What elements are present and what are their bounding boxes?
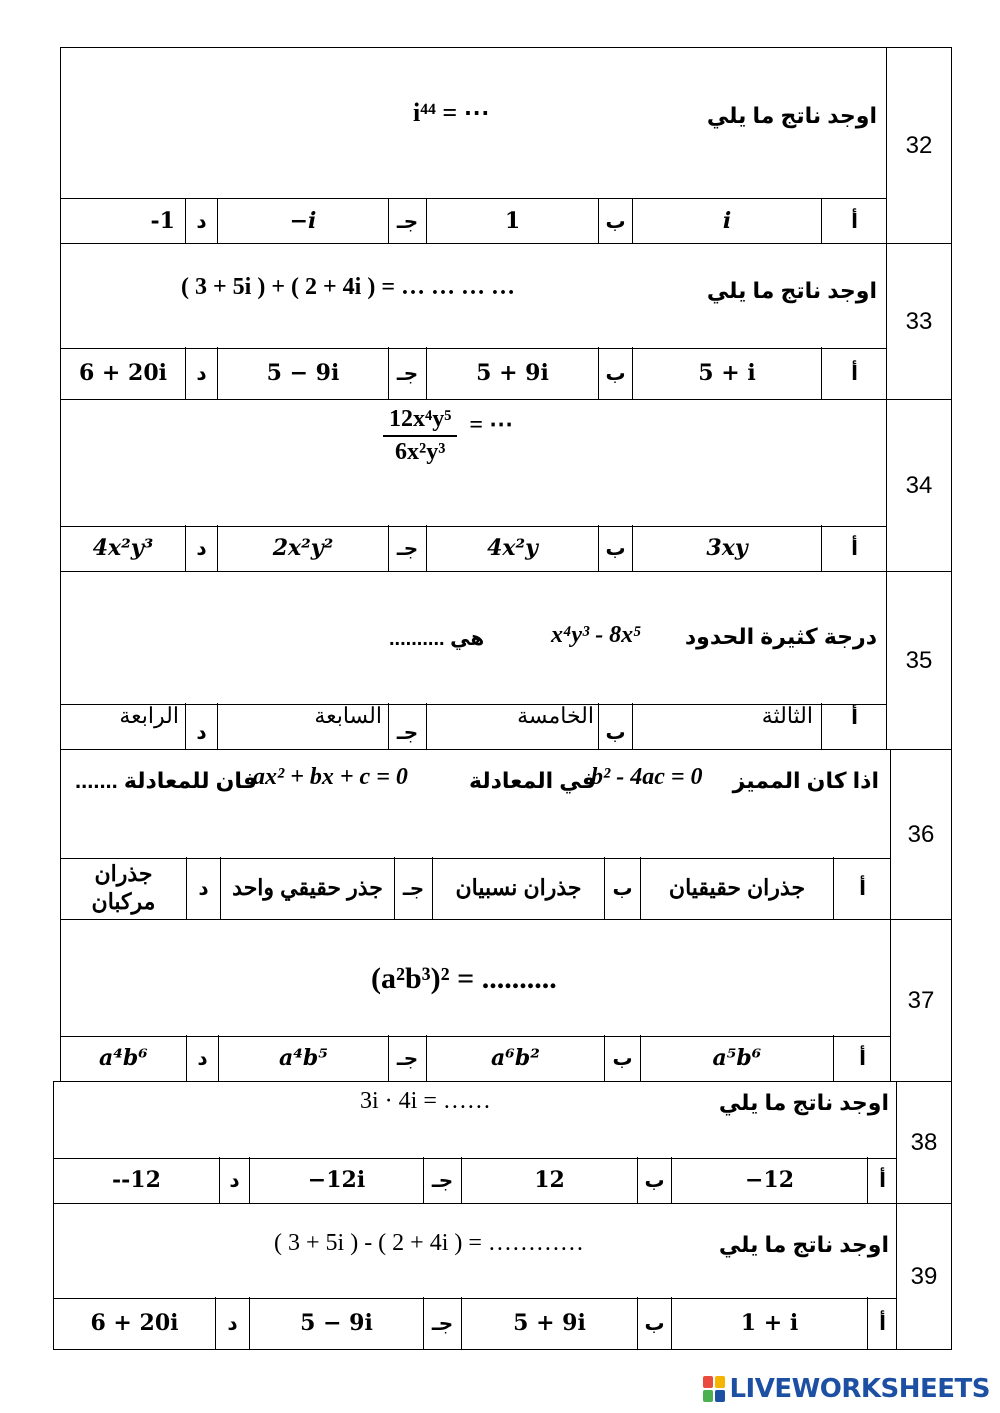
question-prompt: اوجد ناتج ما يلي bbox=[718, 1090, 889, 1115]
option-b[interactable]: a⁶b² bbox=[426, 1035, 604, 1081]
option-a[interactable]: جذران حقيقيان bbox=[640, 857, 833, 919]
question-34 bbox=[60, 399, 952, 572]
question-prompt: اوجد ناتج ما يلي bbox=[706, 278, 877, 303]
question-32 bbox=[60, 47, 952, 244]
option-c[interactable]: 5 − 9i bbox=[217, 347, 388, 399]
question-prompt: اوجد ناتج ما يلي bbox=[718, 1232, 889, 1257]
question-prompt: اوجد ناتج ما يلي bbox=[706, 103, 877, 128]
option-b[interactable]: الخامسة bbox=[426, 703, 598, 749]
question-expression: x⁴y³ - 8x⁵ bbox=[551, 622, 642, 648]
option-letter-b: ب bbox=[604, 1035, 640, 1081]
options-row bbox=[61, 347, 887, 399]
options-row bbox=[61, 857, 891, 919]
option-b[interactable]: 12 bbox=[461, 1157, 637, 1203]
fraction bbox=[383, 406, 457, 466]
option-letter-c: جـ bbox=[388, 199, 426, 243]
option-c[interactable]: السابعة bbox=[217, 703, 388, 749]
question-37 bbox=[60, 919, 952, 1082]
fraction-numerator: 12x⁴y⁵ bbox=[383, 406, 457, 437]
options-row bbox=[61, 199, 887, 243]
discriminant-expression: b² - 4ac = 0 bbox=[591, 764, 703, 790]
option-letter-b: ب bbox=[598, 199, 632, 243]
question-stem bbox=[61, 400, 887, 527]
question-39 bbox=[53, 1203, 952, 1350]
question-number: 36 bbox=[890, 750, 951, 919]
option-a[interactable]: 5 + i bbox=[632, 347, 821, 399]
option-letter-d: د bbox=[215, 1297, 249, 1349]
option-letter-c: جـ bbox=[388, 703, 426, 749]
question-prompt: درجة كثيرة الحدود bbox=[684, 624, 877, 649]
option-letter-a: أ bbox=[833, 1035, 891, 1081]
question-number: 37 bbox=[890, 920, 951, 1081]
option-d[interactable]: 6 + 20i bbox=[78, 360, 168, 386]
option-d[interactable]: 4x²y³ bbox=[92, 535, 154, 561]
logo-text: LIVEWORKSHEETS bbox=[729, 1374, 990, 1404]
option-letter-d: د bbox=[185, 199, 217, 243]
option-letter-c: جـ bbox=[388, 1035, 426, 1081]
option-d[interactable]: جذران مركبان bbox=[91, 861, 156, 914]
question-number: 32 bbox=[886, 48, 951, 243]
option-letter-a: أ bbox=[833, 857, 891, 919]
liveworksheets-logo[interactable] bbox=[703, 1374, 990, 1404]
question-33 bbox=[60, 243, 952, 400]
option-letter-a: أ bbox=[821, 347, 887, 399]
option-letter-d: د bbox=[185, 525, 217, 571]
logo-square-blue bbox=[715, 1390, 725, 1402]
option-letter-a: أ bbox=[821, 525, 887, 571]
question-stem bbox=[54, 1204, 897, 1299]
option-letter-a: أ bbox=[821, 703, 887, 749]
question-number: 33 bbox=[886, 244, 951, 399]
question-stem bbox=[61, 48, 887, 199]
option-d[interactable]: --12 bbox=[112, 1167, 161, 1193]
question-expression: 3i · 4i = …… bbox=[360, 1088, 491, 1114]
option-letter-c: جـ bbox=[423, 1297, 461, 1349]
question-38 bbox=[53, 1081, 952, 1204]
question-expression: ( 3 + 5i ) + ( 2 + 4i ) = … … … … bbox=[181, 274, 516, 300]
option-d[interactable]: الرابعة bbox=[119, 703, 179, 728]
question-expression bbox=[383, 406, 513, 466]
option-c[interactable]: −12i bbox=[249, 1157, 423, 1203]
option-letter-b: ب bbox=[598, 347, 632, 399]
option-letter-b: ب bbox=[598, 525, 632, 571]
option-a[interactable]: 1 + i bbox=[671, 1297, 867, 1349]
option-letter-c: جـ bbox=[394, 857, 432, 919]
options-row bbox=[54, 1157, 897, 1203]
expression-tail: = ⋯ bbox=[469, 411, 514, 438]
logo-square-yellow bbox=[715, 1376, 725, 1388]
option-a[interactable]: 3xy bbox=[632, 525, 821, 571]
option-a[interactable]: i bbox=[632, 199, 821, 243]
option-letter-d: د bbox=[185, 703, 217, 749]
options-row bbox=[61, 1035, 891, 1081]
question-stem bbox=[54, 1082, 897, 1159]
option-d[interactable]: 6 + 20i bbox=[90, 1310, 179, 1336]
in-equation-label: في المعادلة bbox=[469, 768, 596, 793]
option-letter-d: د bbox=[186, 1035, 218, 1081]
option-d[interactable]: a⁴b⁶ bbox=[99, 1045, 148, 1071]
option-a[interactable]: −12 bbox=[671, 1157, 867, 1203]
options-row bbox=[54, 1297, 897, 1349]
option-letter-d: د bbox=[186, 857, 220, 919]
question-expression: (a²b³)² = .......... bbox=[371, 962, 557, 995]
option-c[interactable]: 2x²y² bbox=[217, 525, 388, 571]
option-c[interactable]: جذر حقيقي واحد bbox=[220, 857, 394, 919]
option-letter-b: ب bbox=[598, 703, 632, 749]
question-number: 39 bbox=[896, 1204, 951, 1349]
option-b[interactable]: 1 bbox=[426, 199, 598, 243]
question-stem bbox=[61, 920, 891, 1037]
options-row bbox=[61, 703, 887, 749]
fraction-denominator: 6x²y³ bbox=[395, 439, 446, 465]
option-letter-c: جـ bbox=[388, 347, 426, 399]
options-row bbox=[61, 525, 887, 571]
option-letter-b: ب bbox=[637, 1157, 671, 1203]
question-tail: هي .......... bbox=[389, 628, 485, 650]
option-letter-d: د bbox=[185, 347, 217, 399]
option-b[interactable]: 4x²y bbox=[426, 525, 598, 571]
option-letter-a: أ bbox=[867, 1157, 897, 1203]
logo-square-green bbox=[703, 1390, 713, 1402]
question-number: 38 bbox=[896, 1082, 951, 1203]
option-b[interactable]: 5 + 9i bbox=[426, 347, 598, 399]
option-a[interactable]: الثالثة bbox=[632, 703, 821, 749]
question-stem bbox=[61, 572, 887, 705]
option-letter-d: د bbox=[219, 1157, 249, 1203]
question-36 bbox=[60, 749, 952, 920]
option-a[interactable]: a⁵b⁶ bbox=[640, 1035, 833, 1081]
option-d[interactable]: -1 bbox=[150, 208, 175, 234]
question-prompt: اذا كان المميز bbox=[732, 768, 879, 793]
question-stem bbox=[61, 750, 891, 859]
option-letter-b: ب bbox=[604, 857, 640, 919]
logo-icon bbox=[703, 1376, 725, 1402]
question-stem bbox=[61, 244, 887, 349]
question-tail: فان للمعادلة ....... bbox=[75, 768, 258, 793]
question-expression: i⁴⁴ = ⋯ bbox=[413, 98, 490, 127]
equation-expression: ax² + bx + c = 0 bbox=[253, 764, 408, 790]
question-35 bbox=[60, 571, 952, 750]
logo-square-red bbox=[703, 1376, 713, 1388]
option-c[interactable]: 5 − 9i bbox=[249, 1297, 423, 1349]
option-letter-b: ب bbox=[637, 1297, 671, 1349]
question-expression: ( 3 + 5i ) - ( 2 + 4i ) = ………… bbox=[274, 1230, 584, 1256]
question-number: 35 bbox=[886, 572, 951, 749]
option-letter-c: جـ bbox=[423, 1157, 461, 1203]
option-letter-a: أ bbox=[821, 199, 887, 243]
option-b[interactable]: جذران نسبيان bbox=[432, 857, 604, 919]
option-letter-a: أ bbox=[867, 1297, 897, 1349]
question-number: 34 bbox=[886, 400, 951, 571]
option-letter-c: جـ bbox=[388, 525, 426, 571]
option-c[interactable]: a⁴b⁵ bbox=[218, 1035, 388, 1081]
option-c[interactable]: −i bbox=[217, 199, 388, 243]
option-b[interactable]: 5 + 9i bbox=[461, 1297, 637, 1349]
